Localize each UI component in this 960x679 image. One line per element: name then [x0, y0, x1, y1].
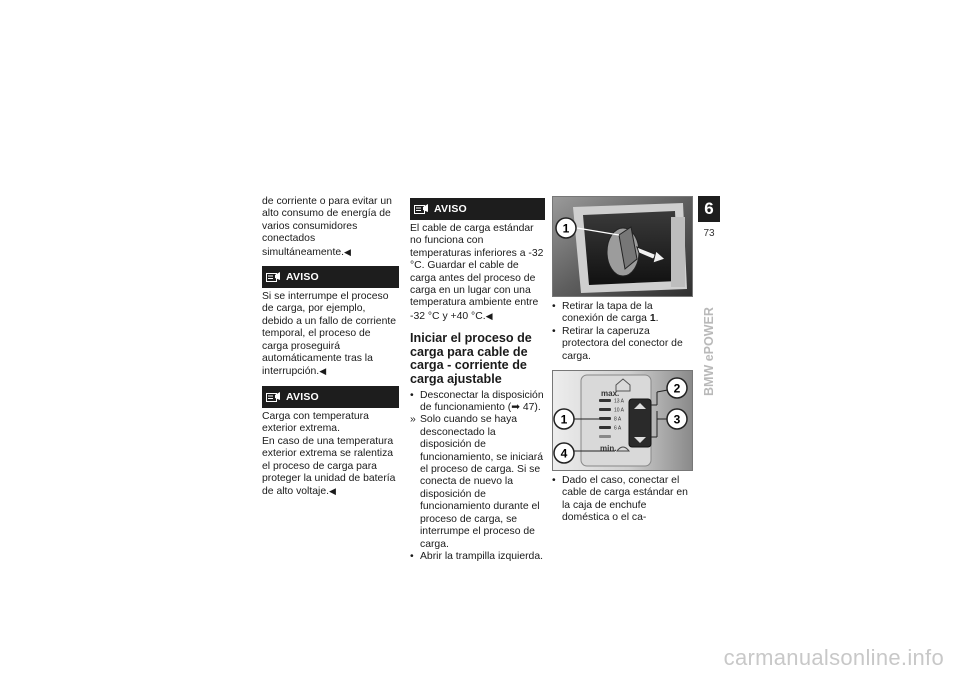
bullet-marker: •: [552, 301, 556, 312]
charging-flap-photo: [552, 196, 693, 297]
brand-text: BMW ePOWER: [702, 307, 716, 396]
callout-badge: [554, 443, 574, 463]
notice-banner: [262, 386, 399, 408]
arrow-right-icon: ➡: [511, 402, 520, 414]
bullet-marker: •: [552, 325, 556, 337]
notice-icon: [266, 391, 281, 403]
bullet-marker: •: [552, 475, 556, 487]
page-number: 73: [703, 228, 715, 239]
list-item: » Solo cuando se haya desconectado la disposición de funcionamiento, se iniciará el proceso de carga. Si se conecta de nuevo la disposición de funcionamiento durante el proceso de carga, se interrumpe el proceso de carga.: [410, 414, 544, 550]
instruction-list: [410, 390, 545, 564]
callout-number: 3: [673, 412, 681, 427]
level-label: 8 A: [614, 416, 622, 423]
callout-badge: [667, 409, 687, 429]
notice-text: Carga con temperatura exterior extrema.: [262, 410, 369, 435]
bullet-marker: •: [410, 550, 414, 562]
end-marker: ◀: [319, 366, 327, 377]
column-2: [410, 196, 545, 563]
notice-text: En caso de una temperatura exterior extrema se ralentiza el proceso de carga para proteger la unidad de batería de alto voltaje.◀: [262, 435, 396, 498]
callout-line: [573, 221, 623, 241]
list-item: • Desconectar la disposición de funcionamiento (➡ 47).: [410, 389, 544, 414]
notice-label: AVISO: [434, 202, 467, 215]
notice-text: Si se interrumpe el proceso de carga, por ejemplo, debido a un fallo de corriente temporal, el proceso de carga proseguirá automáticamente tras la interrupción.◀: [262, 291, 397, 378]
callout-number: 1: [562, 221, 570, 236]
section-heading: Iniciar el proceso de carga para cable de carga - corriente de carga ajustable: [410, 331, 532, 387]
notice-banner: [410, 198, 545, 220]
instruction-list: [552, 475, 692, 525]
notice-icon: [266, 271, 281, 283]
intro-paragraph: de corriente o para evitar un alto consumo de energía de varios consumidores conectados simultáneamente.◀: [262, 196, 392, 258]
notice-label: AVISO: [286, 390, 319, 403]
level-label: 10 A: [614, 407, 625, 414]
charge-current-display-photo: [552, 370, 693, 471]
chapter-number: 6: [698, 196, 720, 222]
callout-number: 1: [560, 412, 568, 427]
notice-banner: [262, 266, 399, 288]
notice-text: El cable de carga estándar no funciona con temperaturas inferiores a -32 °C. Guardar el cable de carga antes del proceso de carga en un lugar con una temperatura ambiente entre -32 °C y +40 °C.◀: [410, 223, 544, 322]
instruction-list: [552, 301, 692, 363]
end-marker: ◀: [485, 310, 493, 321]
level-label: 13 A: [614, 398, 625, 405]
callout-number: 2: [673, 381, 681, 396]
end-marker: ◀: [329, 486, 336, 497]
charge-current-display: [553, 371, 692, 470]
list-item: • Retirar la caperuza protectora del conector de carga.: [552, 325, 683, 362]
list-item: • Retirar la tapa de la conexión de carga 1.: [552, 301, 659, 325]
result-marker: »: [410, 414, 416, 426]
brand-label: [698, 286, 720, 396]
chapter-tab: [698, 196, 720, 396]
callout-number: 4: [560, 446, 568, 461]
notice-label: AVISO: [286, 270, 319, 283]
column-3: [552, 196, 692, 525]
callout-badge: [667, 378, 687, 398]
bullet-marker: •: [410, 389, 414, 401]
max-label: max.: [601, 389, 620, 399]
charging-flap-illustration: [553, 197, 692, 296]
callout-badge: [554, 409, 574, 429]
level-label: 6 A: [614, 425, 622, 432]
end-marker: ◀: [344, 246, 351, 257]
list-item: • Abrir la trampilla izquierda.: [410, 550, 544, 562]
list-item: • Dado el caso, conectar el cable de carga estándar en la caja de enchufe doméstica o el ca-: [552, 475, 688, 524]
notice-icon: [414, 203, 429, 215]
watermark: carmanualsonline.info: [723, 645, 944, 670]
column-1: [262, 196, 399, 499]
min-label: min.: [600, 444, 617, 454]
